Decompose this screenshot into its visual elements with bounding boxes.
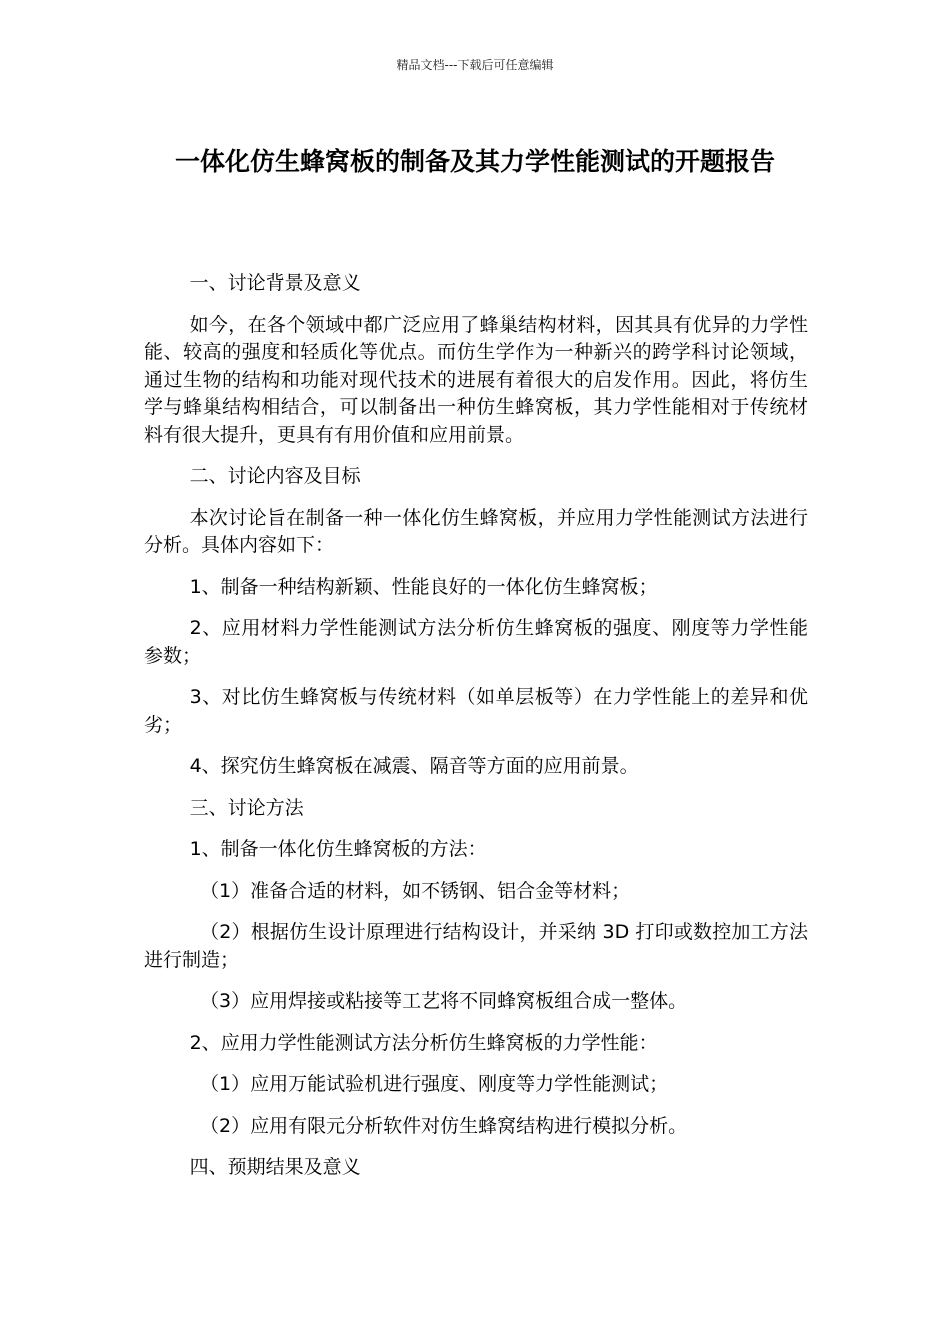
method-2-title: 2、应用力学性能测试方法分析仿生蜂窝板的力学性能： [189,1031,658,1054]
section-heading-methods: 三、讨论方法 [189,796,304,819]
section-heading-expected-results: 四、预期结果及意义 [189,1156,361,1178]
background-paragraph: 如今，在各个领域中都广泛应用了蜂巢结构材料，因其具有优异的力学性能、较高的强度和轻质化等优点。而仿生学作为一种新兴的跨学科讨论领域，通过生物的结构和功能对现代技术的进展有着很大的启发作用。因此，将仿生学与蜂巢结构相结合，可以制备出一种仿生蜂窝板，其力学性能相对于传统材料有很大提升，更具有有用价值和应用前景。 [144,313,808,446]
method-1-title: 1、制备一体化仿生蜂窝板的方法： [189,838,487,860]
content-item: 4、探究仿生蜂窝板在减震、隔音等方面的应用前景。 [189,755,639,777]
method-1-step: （3）应用焊接或粘接等工艺将不同蜂窝板组合成一整体。 [200,990,688,1012]
method-1-step: （2）根据仿生设计原理进行结构设计，并采纳 3D 打印或数控加工方法进行制造； [144,921,808,971]
method-1-step: （1）准备合适的材料，如不锈钢、铝合金等材料； [200,879,631,902]
section-heading-background: 一、讨论背景及意义 [189,272,361,294]
method-2-step: （2）应用有限元分析软件对仿生蜂窝结构进行模拟分析。 [200,1114,688,1137]
content-item: 2、应用材料力学性能测试方法分析仿生蜂窝板的强度、刚度等力学性能参数； [144,617,808,667]
content-intro-paragraph: 本次讨论旨在制备一种一体化仿生蜂窝板，并应用力学性能测试方法进行分析。具体内容如下： [144,506,808,556]
content-item: 3、对比仿生蜂窝板与传统材料（如单层板等）在力学性能上的差异和优劣； [144,686,808,736]
content-item: 1、制备一种结构新颖、性能良好的一体化仿生蜂窝板； [189,575,658,598]
section-heading-content-goals: 二、讨论内容及目标 [189,465,361,487]
method-2-step: （1）应用万能试验机进行强度、刚度等力学性能测试； [200,1073,669,1095]
document-title: 一体化仿生蜂窝板的制备及其力学性能测试的开题报告 [174,147,775,176]
header-note: 精品文档---下载后可任意编辑 [396,58,554,72]
document-body [144,270,808,1196]
